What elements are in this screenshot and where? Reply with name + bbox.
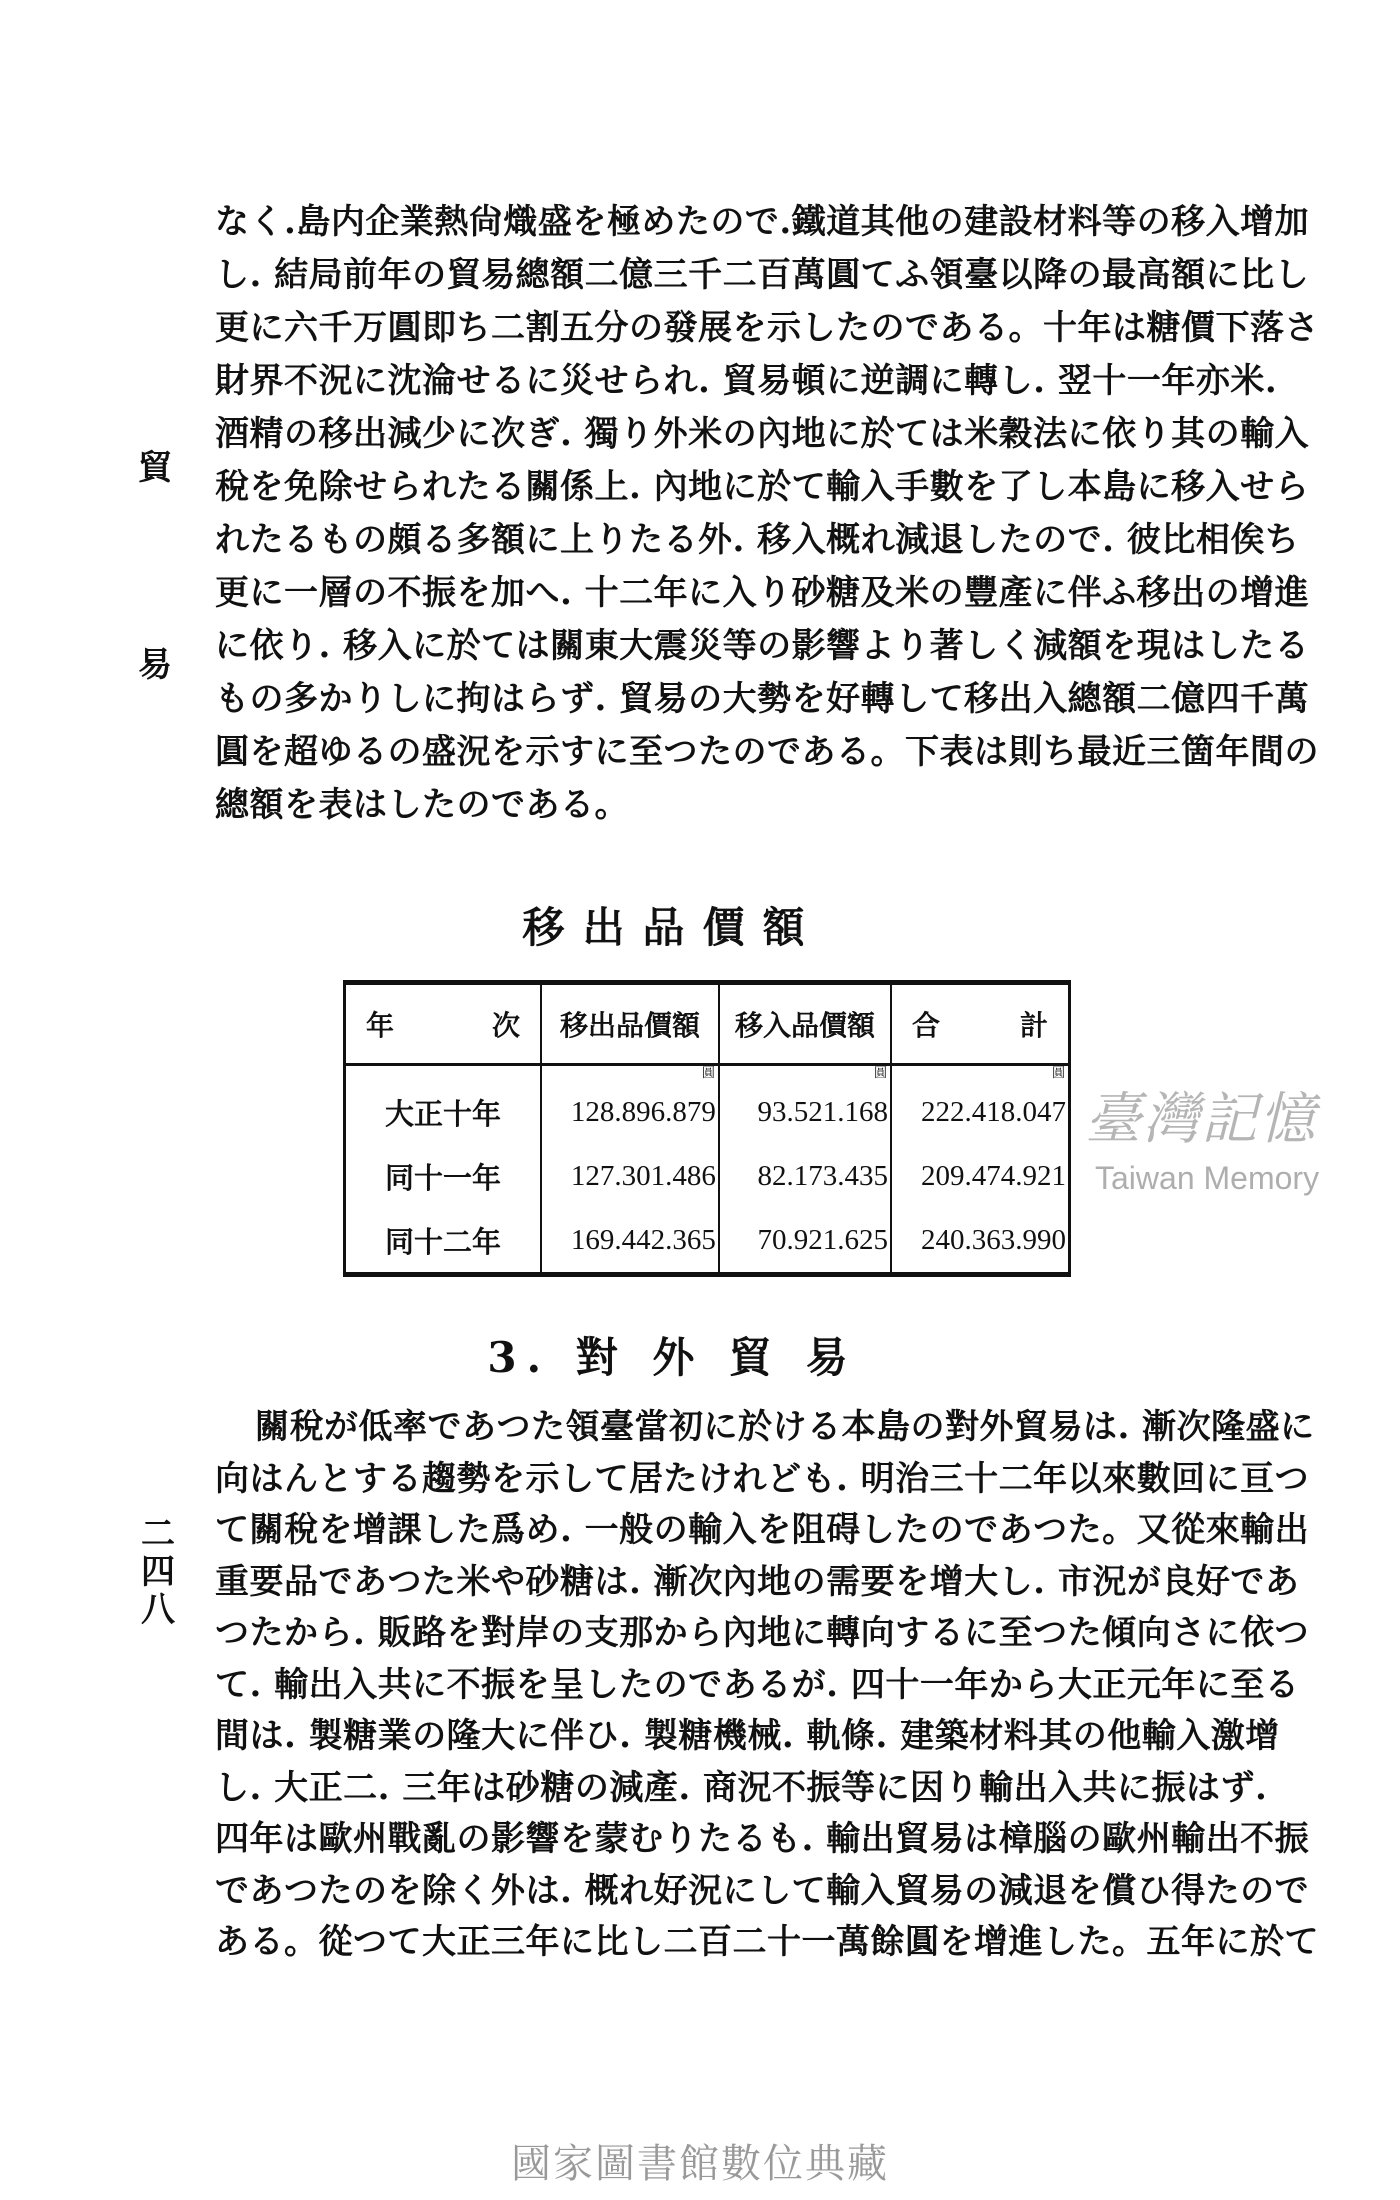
header-text: 次 [491, 1009, 520, 1042]
value-text: 222.418.047 [921, 1095, 1066, 1128]
paragraph-1 [215, 196, 1319, 832]
header-text: 年 [366, 1009, 395, 1042]
text-line: なく.島内企業熱尙熾盛を極めたので.鐵道其他の建設材料等の移入增加 [215, 202, 1310, 242]
text-line: 關稅が低率であつた領臺當初に於ける本島の對外貿易は. 漸次隆盛に [255, 1407, 1315, 1447]
value-cell: 127.301.486 [541, 1144, 719, 1208]
value-text: 93.521.168 [757, 1095, 888, 1128]
text-line: 總額を表はしたのである。 [215, 785, 629, 825]
unit-label: 圓 [701, 1065, 715, 1080]
value-cell: 240.363.990 [891, 1208, 1070, 1275]
page-number-digit: 二 [141, 1514, 175, 1554]
header-year [345, 983, 542, 1065]
unit-label: 圓 [873, 1065, 887, 1080]
paragraph-2 [215, 1402, 1319, 1969]
text-line: 更に一層の不振を加へ. 十二年に入り砂糖及米の豐產に伴ふ移出の增進 [215, 573, 1310, 613]
value-cell: 70.921.625 [719, 1208, 891, 1275]
text-line: 圓を超ゆるの盛況を示すに至つたのである。下表は則ち最近三箇年間の [215, 732, 1319, 772]
value-cell: 82.173.435 [719, 1144, 891, 1208]
value-cell [719, 1065, 891, 1145]
text-line: 重要品であつた米や砂糖は. 漸次內地の需要を增大し. 市況が良好であ [215, 1561, 1300, 1602]
value-cell [541, 1065, 719, 1145]
table-header-row [345, 983, 1070, 1065]
year-cell: 同十二年 [384, 1224, 501, 1259]
text-line: つたから. 販路を對岸の支那から內地に轉向するに至つた傾向さに依つ [215, 1613, 1310, 1653]
text-line: れたるもの頗る多額に上りたる外. 移入概れ減退したので. 彼比相俟ち [215, 520, 1300, 560]
text-line: 稅を免除せられたる關係上. 內地に於て輸入手數を了し本島に移入せら [215, 467, 1310, 507]
margin-note-2: 易 [138, 645, 172, 685]
header-text: 合 [911, 1009, 940, 1042]
text-line: に依り. 移入に於ては關東大震災等の影響より著しく減額を現はしたる [215, 626, 1310, 666]
header-text: 計 [1019, 1009, 1048, 1042]
text-line: て關稅を增課した爲め. 一般の輸入を阻碍したのであつた。又從來輸出 [215, 1510, 1310, 1550]
value-cell: 169.442.365 [541, 1208, 719, 1275]
watermark-subtitle: Taiwan Memory [1095, 1160, 1320, 1196]
table-row [345, 1144, 1070, 1208]
text-line: ある。從つて大正三年に比し二百二十一萬餘圓を增進した。五年に於て [215, 1922, 1319, 1962]
text-line: 間は. 製糖業の隆大に伴ひ. 製糖機械. 軌條. 建築材料其の他輸入激增 [215, 1716, 1280, 1756]
text-line: 更に六千万圓即ち二割五分の發展を示したのである。十年は糖價下落さ [215, 308, 1319, 348]
unit-label: 圓 [1051, 1065, 1065, 1080]
margin-note-1: 貿 [138, 448, 172, 488]
page-number-digit: 四 [141, 1552, 175, 1592]
text-line: 酒精の移出減少に次ぎ. 獨り外米の內地に於ては米穀法に依り其の輸入 [215, 414, 1310, 454]
year-cell: 同十一年 [384, 1160, 501, 1195]
text-line: て. 輸出入共に不振を呈したのであるが. 四十一年から大正元年に至る [215, 1664, 1300, 1705]
header-exports: 移出品價額 [541, 983, 719, 1065]
text-line: もの多かりしに拘はらず. 貿易の大勢を好轉して移出入總額二億四千萬 [215, 679, 1310, 719]
text-line: 四年は歐州戰亂の影響を蒙むりたるも. 輸出貿易は樟腦の歐州輸出不振 [215, 1819, 1310, 1859]
table-title: 移出品價額 [522, 903, 823, 952]
value-cell [891, 1065, 1070, 1145]
section-title: 3. 對 外 貿 易 [487, 1333, 858, 1382]
watermark-logo: 臺灣記憶 [1085, 1087, 1317, 1152]
text-line: し. 結局前年の貿易總額二億三千二百萬圓てふ領臺以降の最高額に比し [215, 255, 1310, 295]
table-row [345, 1208, 1070, 1275]
header-total [891, 983, 1070, 1065]
header-imports: 移入品價額 [719, 983, 891, 1065]
trade-value-table [343, 980, 1071, 1277]
value-cell: 209.474.921 [891, 1144, 1070, 1208]
page-number-digit: 八 [141, 1590, 175, 1630]
footer-credit: 國家圖書館數位典藏 [511, 2141, 889, 2187]
table-row [345, 1065, 1070, 1145]
text-line: 向はんとする趨勢を示して居たけれども. 明治三十二年以來數回に亘つ [215, 1458, 1310, 1499]
year-cell: 大正十年 [384, 1096, 501, 1131]
text-line: し. 大正二. 三年は砂糖の減產. 商況不振等に因り輸出入共に振はず. [215, 1767, 1268, 1808]
text-line: 財界不況に沈淪せるに災せられ. 貿易頓に逆調に轉し. 翌十一年亦米. [215, 361, 1278, 401]
page-number [138, 1515, 178, 1629]
value-text: 128.896.879 [570, 1095, 716, 1128]
text-line: であつたのを除く外は. 概れ好況にして輸入貿易の減退を償ひ得たので [215, 1870, 1310, 1911]
